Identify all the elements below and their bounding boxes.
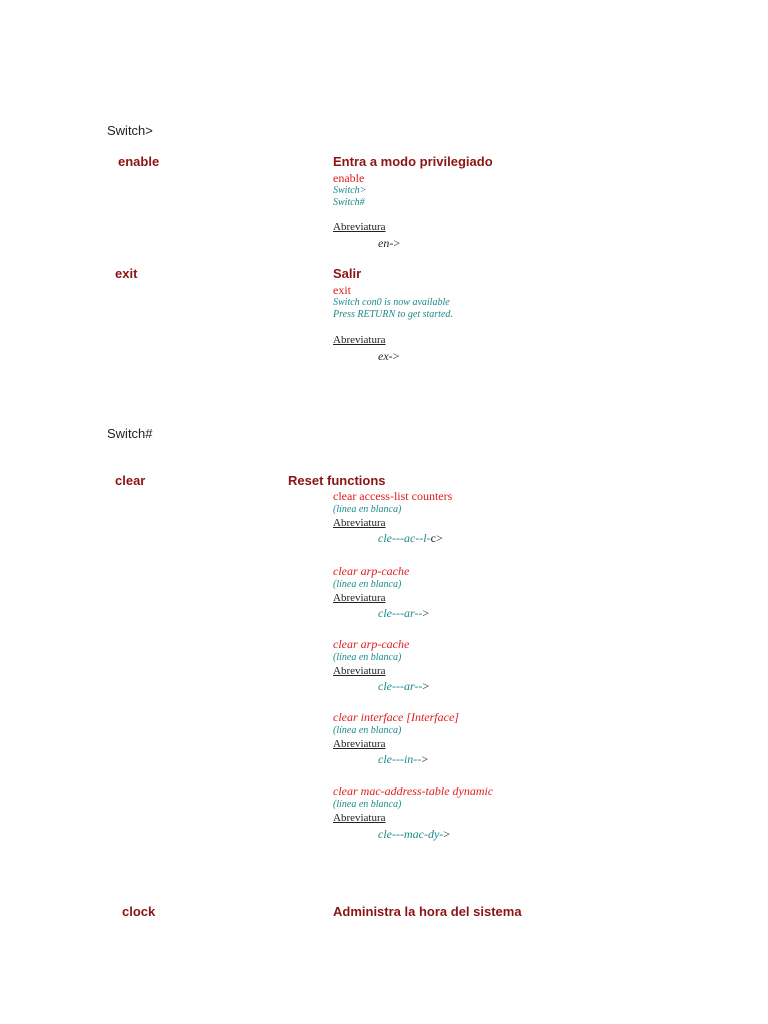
abbreviation-arrow: > (392, 349, 400, 363)
syntax-enable: enable (333, 171, 365, 185)
command-enable: enable (118, 154, 160, 169)
output-line: Press RETURN to get started. (333, 309, 453, 320)
abbreviation-arrow: > (421, 752, 429, 766)
command-exit: exit (115, 266, 138, 281)
abbreviation-label: Abreviatura (333, 592, 386, 604)
abbreviation-text: cle---ar-- (378, 606, 423, 620)
blank-line-note: (línea en blanca) (333, 652, 402, 663)
abbreviation-label: Abreviatura (333, 221, 386, 233)
abbreviation-arrow: > (393, 236, 401, 250)
abbreviation-label: Abreviatura (333, 334, 386, 346)
abbreviation-value (378, 679, 429, 694)
description-clear: Reset functions (288, 473, 386, 488)
abbreviation-text: ex- (378, 349, 393, 363)
abbreviation-label: Abreviatura (333, 665, 386, 677)
blank-line-note: (línea en blanca) (333, 504, 402, 515)
abbreviation-arrow: > (422, 679, 430, 693)
prompt-privileged-mode: Switch# (107, 426, 153, 441)
prompt-user-mode: Switch> (107, 123, 153, 138)
abbreviation-arrow: > (422, 606, 430, 620)
abbreviation-label: Abreviatura (333, 812, 386, 824)
description-exit: Salir (333, 266, 362, 281)
abbreviation-text: cle---in-- (378, 752, 422, 766)
abbreviation-label: Abreviatura (333, 517, 386, 529)
blank-line-note: (línea en blanca) (333, 725, 402, 736)
output-line: Switch> (333, 185, 367, 196)
abbreviation-label: Abreviatura (333, 738, 386, 750)
abbreviation-arrow: > (443, 827, 451, 841)
abbreviation-value (378, 752, 428, 767)
output-line: Switch# (333, 197, 365, 208)
command-clock: clock (122, 904, 156, 919)
command-clear: clear (115, 473, 146, 488)
abbreviation-text: en- (378, 236, 394, 250)
syntax-clear-arp-cache: clear arp-cache (333, 564, 410, 578)
description-clock: Administra la hora del sistema (333, 904, 522, 919)
blank-line-note: (línea en blanca) (333, 799, 402, 810)
syntax-clear-mac-address-table-dynamic: clear mac-address-table dynamic (333, 784, 494, 798)
abbreviation-text: cle---ar-- (378, 679, 423, 693)
blank-line-note: (línea en blanca) (333, 579, 402, 590)
abbreviation-arrow: c> (430, 531, 443, 545)
abbreviation-text: cle---ac--l- (378, 531, 431, 545)
abbreviation-value (378, 531, 443, 546)
syntax-clear-access-list-counters: clear access-list counters (333, 489, 453, 503)
syntax-exit: exit (333, 283, 351, 297)
abbreviation-text: cle---mac-dy- (378, 827, 444, 841)
abbreviation-value (378, 827, 450, 842)
description-enable: Entra a modo privilegiado (333, 154, 493, 169)
abbreviation-value (378, 349, 399, 364)
abbreviation-value (378, 236, 400, 251)
syntax-clear-interface: clear interface [Interface] (333, 710, 459, 724)
output-line: Switch con0 is now available (333, 297, 450, 308)
syntax-clear-arp-cache: clear arp-cache (333, 637, 410, 651)
abbreviation-value (378, 606, 429, 621)
